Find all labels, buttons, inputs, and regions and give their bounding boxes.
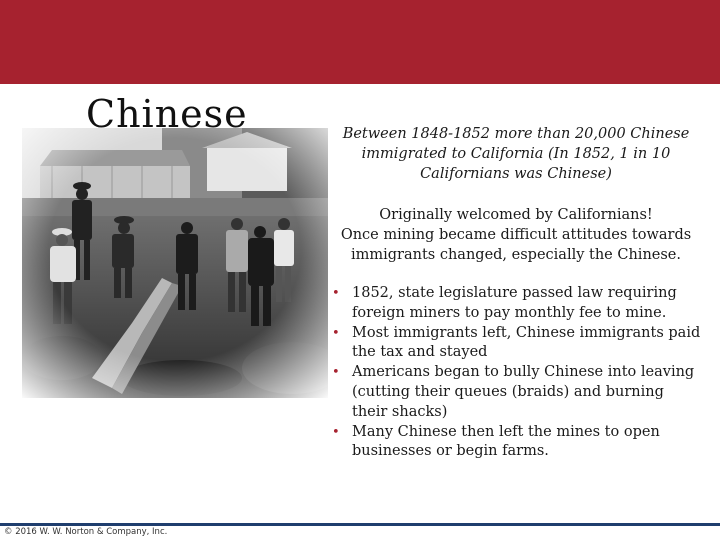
intro-line-welcomed: Originally welcomed by Californians! (379, 207, 653, 223)
list-item (330, 324, 702, 364)
bullet-text: Many Chinese then left the mines to open businesses or begin farms. (352, 423, 660, 460)
copyright-text: © 2016 W. W. Norton & Company, Inc. (4, 527, 168, 537)
list-item (330, 284, 702, 324)
photo-image (22, 128, 328, 398)
bullet-icon: • (332, 424, 340, 440)
intro-line-attitudes: Once mining became difficult attitudes towards immigrants changed, especially the Chinese. (340, 227, 692, 263)
intro-italic-text: Between 1848-1852 more than 20,000 Chinese immigrated to California (In 1852, 1 in 10 Californians was Chinese) (342, 126, 690, 182)
bullet-text: Most immigrants left, Chinese immigrants paid the tax and stayed (352, 324, 701, 361)
intro-text-block (334, 205, 698, 265)
bullet-list (330, 284, 702, 462)
header-band (0, 0, 720, 84)
bullet-text: 1852, state legislature passed law requiring foreign miners to pay monthly fee to mine. (352, 285, 677, 321)
bullet-icon: • (332, 286, 340, 301)
list-item (330, 423, 702, 463)
list-item (330, 363, 702, 422)
historic-photo (22, 128, 328, 398)
bullet-icon: • (332, 365, 340, 381)
bullet-text: Americans began to bully Chinese into leaving (cutting their queues (braids) and burning their shacks) (352, 364, 695, 420)
bullet-icon: • (332, 325, 340, 341)
footer-rule (0, 523, 720, 526)
slide-title: Chinese (86, 92, 248, 136)
